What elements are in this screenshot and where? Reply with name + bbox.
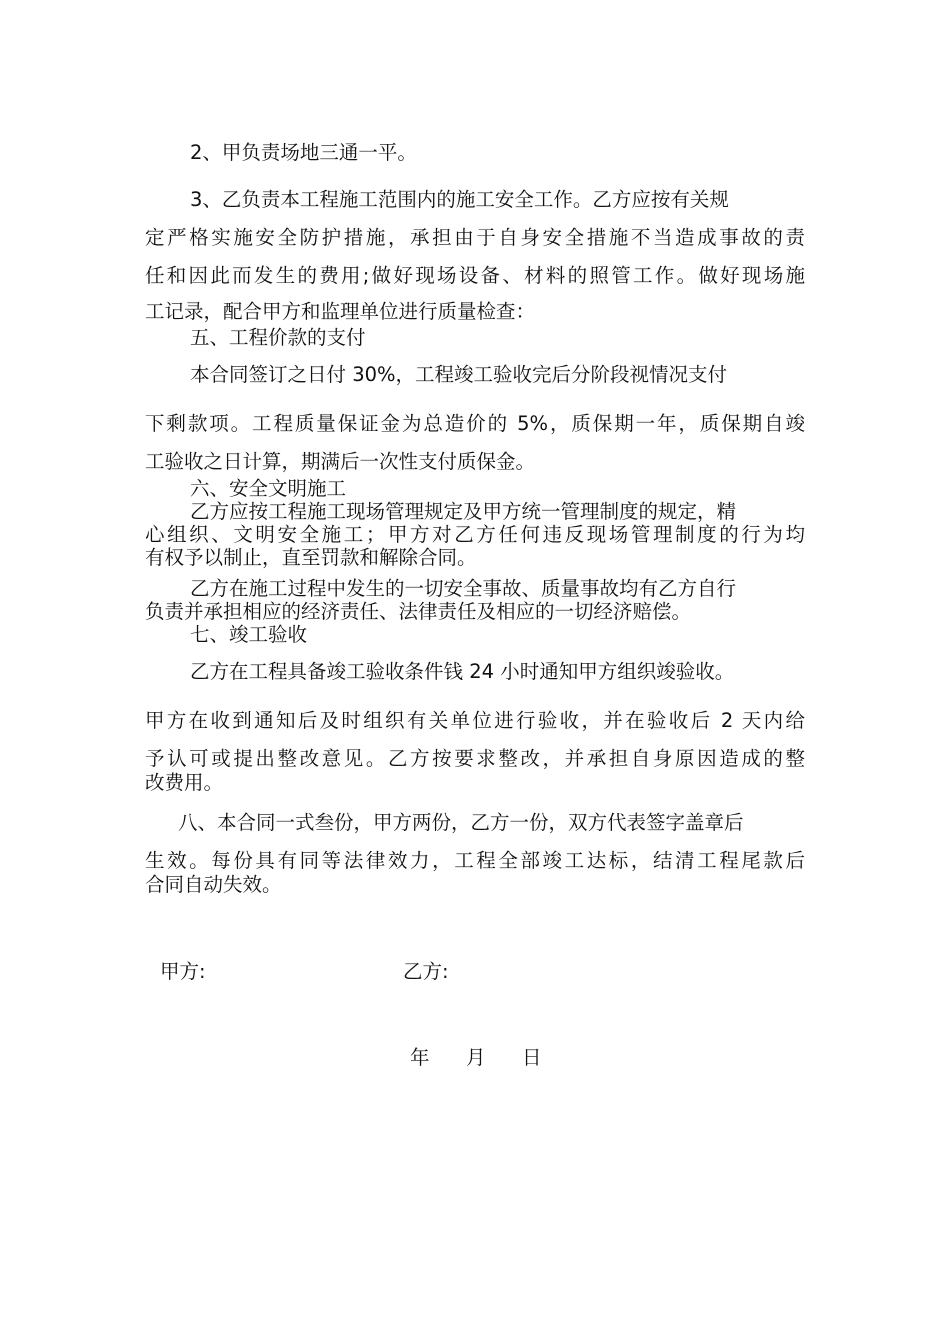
section-7-line-3: 予认可或提出整改意见。乙方按要求整改，并承担自身原因造成的整 [145, 747, 805, 770]
clause-3-line-2: 定严格实施安全防护措施，承担由于自身安全措施不当造成事故的责 [145, 226, 805, 249]
section-5-line-3: 工验收之日计算，期满后一次性支付质保金。 [145, 450, 536, 473]
date-month-label: 月 [466, 1046, 486, 1069]
section-5-line-2: 下剩款项。工程质量保证金为总造价的 5%，质保期一年，质保期自竣 [145, 412, 805, 435]
clause-3-line-3: 任和因此而发生的费用;做好现场设备、材料的照管工作。做好现场施 [145, 264, 805, 287]
section-8-line-1: 八、本合同一式叁份，甲方两份，乙方一份，双方代表签字盖章后 [178, 811, 744, 834]
section-6-para-1-line-1: 乙方应按工程施工现场管理规定及甲方统一管理制度的规定，精 [190, 500, 737, 523]
section-7-line-2: 甲方在收到通知后及时组织有关单位进行验收，并在验收后 2 天内给 [145, 709, 805, 732]
section-5-heading: 五、工程价款的支付 [190, 326, 366, 349]
section-7-line-4: 改费用。 [145, 771, 224, 794]
date-day-label: 日 [522, 1046, 542, 1069]
section-7-heading: 七、竣工验收 [190, 623, 308, 646]
party-a-signature-label: 甲方: [160, 960, 206, 983]
section-6-para-1-line-3: 有权予以制止，直至罚款和解除合同。 [145, 546, 477, 569]
section-6-para-2-line-2: 负责并承担相应的经济责任、法律责任及相应的一切经济赔偿。 [145, 600, 692, 623]
section-6-heading: 六、安全文明施工 [190, 477, 347, 500]
section-6-para-1-line-2: 心组织、文明安全施工；甲方对乙方任何违反现场管理制度的行为均 [145, 523, 805, 546]
clause-3-line-1: 3、乙负责本工程施工范围内的施工安全工作。乙方应按有关规 [190, 188, 729, 211]
party-b-signature-label: 乙方: [403, 960, 449, 983]
section-8-line-3: 合同自动失效。 [145, 873, 282, 896]
clause-3-line-4: 工记录，配合甲方和监理单位进行质量检查： [145, 300, 536, 323]
section-7-line-1: 乙方在工程具备竣工验收条件钱 24 小时通知甲方组织竣验收。 [190, 660, 735, 683]
clause-2-line: 2、甲负责场地三通一平。 [190, 141, 417, 164]
date-year-label: 年 [410, 1046, 430, 1069]
section-5-line-1: 本合同签订之日付 30%，工程竣工验收完后分阶段视情况支付 [190, 363, 728, 386]
section-6-para-2-line-1: 乙方在施工过程中发生的一切安全事故、质量事故均有乙方自行 [190, 577, 737, 600]
section-8-line-2: 生效。每份具有同等法律效力，工程全部竣工达标，结清工程尾款后 [145, 849, 805, 872]
